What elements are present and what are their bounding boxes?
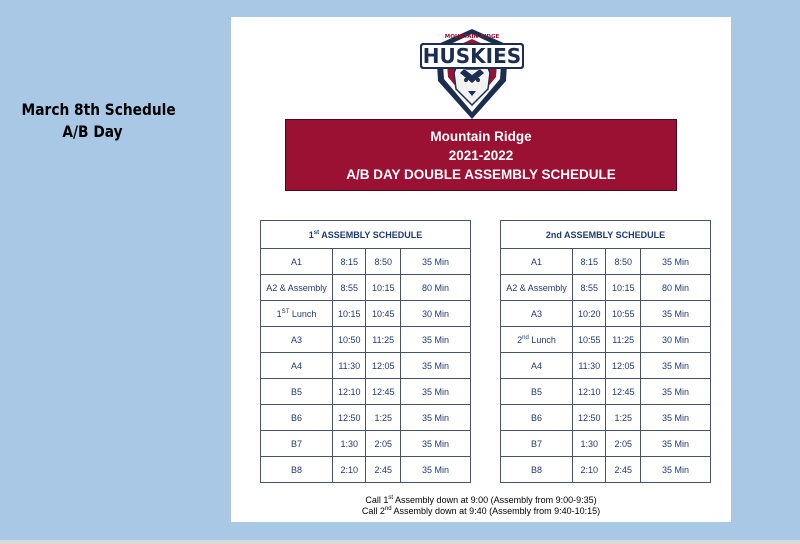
duration-cell: 35 Min (400, 379, 470, 405)
assembly-call-notes (231, 495, 731, 517)
table-row (501, 275, 711, 301)
end-time-cell: 12:05 (366, 353, 400, 379)
table-row (501, 353, 711, 379)
end-time-cell: 2:45 (366, 457, 400, 483)
start-time-cell: 8:55 (333, 275, 366, 301)
first-assembly-table (260, 220, 471, 483)
start-time-cell: 8:15 (573, 249, 606, 275)
end-time-cell: 10:15 (366, 275, 400, 301)
period-cell: A4 (261, 353, 333, 379)
start-time-cell: 8:55 (573, 275, 606, 301)
logo-arc-text: MOUNTAIN RIDGE (444, 34, 500, 40)
logo-wordmark: HUSKIES (422, 44, 522, 68)
table-row (261, 431, 471, 457)
period-cell: B5 (261, 379, 333, 405)
table-row (261, 327, 471, 353)
period-cell: B8 (501, 457, 573, 483)
huskies-logo (416, 23, 528, 123)
duration-cell: 35 Min (640, 301, 710, 327)
end-time-cell: 12:45 (606, 379, 640, 405)
table-row (261, 275, 471, 301)
start-time-cell: 10:20 (573, 301, 606, 327)
end-time-cell: 10:55 (606, 301, 640, 327)
slide-title-line1: March 8th Schedule (21, 100, 176, 119)
duration-cell: 80 Min (400, 275, 470, 301)
end-time-cell: 2:45 (606, 457, 640, 483)
start-time-cell: 12:10 (333, 379, 366, 405)
table-row (501, 431, 711, 457)
start-time-cell: 8:15 (333, 249, 366, 275)
table-row (501, 457, 711, 483)
end-time-cell: 1:25 (606, 405, 640, 431)
table-row (501, 405, 711, 431)
bottom-strip (0, 540, 800, 544)
period-cell: B7 (261, 431, 333, 457)
period-cell: A2 & Assembly (501, 275, 573, 301)
duration-cell: 35 Min (400, 353, 470, 379)
call-note-second: Call 2nd Assembly down at 9:40 (Assembly from 9:40-10:15) (361, 506, 601, 516)
start-time-cell: 1:30 (573, 431, 606, 457)
table-row (261, 379, 471, 405)
table-title: 2nd ASSEMBLY SCHEDULE (501, 221, 711, 249)
table-header-row (501, 221, 711, 249)
period-cell: A4 (501, 353, 573, 379)
end-time-cell: 2:05 (606, 431, 640, 457)
duration-cell: 35 Min (640, 249, 710, 275)
end-time-cell: 2:05 (366, 431, 400, 457)
period-cell: A3 (501, 301, 573, 327)
duration-cell: 35 Min (640, 405, 710, 431)
duration-cell: 35 Min (640, 353, 710, 379)
end-time-cell: 8:50 (366, 249, 400, 275)
period-cell: B7 (501, 431, 573, 457)
table-header-row (261, 221, 471, 249)
banner-year: 2021-2022 (448, 148, 514, 163)
duration-cell: 35 Min (640, 457, 710, 483)
start-time-cell: 11:30 (333, 353, 366, 379)
duration-cell: 35 Min (400, 457, 470, 483)
duration-cell: 30 Min (400, 301, 470, 327)
duration-cell: 35 Min (640, 431, 710, 457)
period-cell: B6 (261, 405, 333, 431)
period-cell: A3 (261, 327, 333, 353)
start-time-cell: 1:30 (333, 431, 366, 457)
table-row (501, 379, 711, 405)
banner-school: Mountain Ridge (430, 129, 532, 144)
end-time-cell: 11:25 (366, 327, 400, 353)
end-time-cell: 10:15 (606, 275, 640, 301)
start-time-cell: 12:10 (573, 379, 606, 405)
period-cell: A1 (261, 249, 333, 275)
end-time-cell: 12:05 (606, 353, 640, 379)
end-time-cell: 10:45 (366, 301, 400, 327)
duration-cell: 80 Min (640, 275, 710, 301)
duration-cell: 35 Min (400, 327, 470, 353)
start-time-cell: 10:15 (333, 301, 366, 327)
end-time-cell: 12:45 (366, 379, 400, 405)
start-time-cell: 10:55 (573, 327, 606, 353)
period-cell: B5 (501, 379, 573, 405)
table-row (501, 301, 711, 327)
table-row (261, 405, 471, 431)
table-title: 1st ASSEMBLY SCHEDULE (261, 221, 471, 249)
slide-title (21, 99, 176, 143)
end-time-cell: 8:50 (606, 249, 640, 275)
table-row (501, 249, 711, 275)
schedule-document (231, 17, 731, 522)
period-cell: B8 (261, 457, 333, 483)
period-cell: A1 (501, 249, 573, 275)
duration-cell: 35 Min (400, 431, 470, 457)
table-row (261, 249, 471, 275)
schedule-banner (285, 119, 677, 191)
start-time-cell: 2:10 (573, 457, 606, 483)
table-row (501, 327, 711, 353)
period-cell: B6 (501, 405, 573, 431)
duration-cell: 35 Min (640, 379, 710, 405)
banner-title: A/B DAY DOUBLE ASSEMBLY SCHEDULE (346, 167, 616, 182)
start-time-cell: 11:30 (573, 353, 606, 379)
period-cell: 1ST Lunch (261, 301, 333, 327)
start-time-cell: 10:50 (333, 327, 366, 353)
call-note-first: Call 1st Assembly down at 9:00 (Assembly from 9:00-9:35) (365, 495, 597, 505)
start-time-cell: 2:10 (333, 457, 366, 483)
table-row (261, 353, 471, 379)
slide-title-line2: A/B Day (62, 122, 123, 141)
table-row (261, 457, 471, 483)
end-time-cell: 1:25 (366, 405, 400, 431)
duration-cell: 35 Min (400, 249, 470, 275)
duration-cell: 35 Min (400, 405, 470, 431)
period-cell: A2 & Assembly (261, 275, 333, 301)
duration-cell: 30 Min (640, 327, 710, 353)
period-cell: 2nd Lunch (501, 327, 573, 353)
table-row (261, 301, 471, 327)
second-assembly-table (500, 220, 711, 483)
end-time-cell: 11:25 (606, 327, 640, 353)
start-time-cell: 12:50 (333, 405, 366, 431)
start-time-cell: 12:50 (573, 405, 606, 431)
